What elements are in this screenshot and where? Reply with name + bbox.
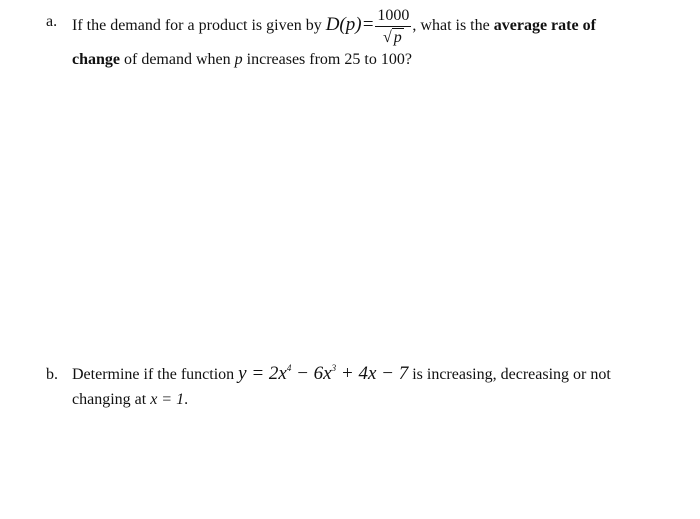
radicand: p xyxy=(393,29,402,46)
problem-a-line2-end: increases from 25 to 100? xyxy=(246,51,412,68)
problem-b-line2-text: changing at xyxy=(72,391,147,408)
problem-a-line-2 xyxy=(72,51,412,69)
problem-b-line2-end: . xyxy=(184,391,189,408)
exponent-2: 3 xyxy=(331,363,337,373)
problem-a-text-after: , what is the xyxy=(412,17,490,35)
problem-a-line-1 xyxy=(72,6,596,47)
exponent-1: 4 xyxy=(286,363,292,373)
function-term-3: + 4x − 7 xyxy=(336,363,409,384)
problem-a-line2-text: of demand when xyxy=(124,51,231,68)
bold-phrase-1: average rate of xyxy=(493,17,596,35)
function-term-2: − 6x xyxy=(291,363,332,384)
problem-a-fraction xyxy=(375,7,411,48)
sqrt-icon: √ xyxy=(383,29,392,46)
problem-b-line-1 xyxy=(72,363,611,385)
problem-a-text: If the demand for a product is given by xyxy=(72,17,322,35)
problem-b-line-2 xyxy=(72,391,188,409)
fraction-denominator xyxy=(375,27,411,48)
problem-b-text-after: is increasing, decreasing or not xyxy=(412,366,611,383)
problem-b-text: Determine if the function xyxy=(72,366,235,383)
problem-a-marker: a. xyxy=(46,13,58,30)
problem-a-function-lhs: D(p)= xyxy=(325,14,375,36)
fraction-numerator: 1000 xyxy=(375,7,411,27)
bold-phrase-2: change xyxy=(72,51,120,68)
function-term-1: y = 2x xyxy=(238,363,287,384)
problem-b-marker: b. xyxy=(46,366,58,383)
variable-p: p xyxy=(234,51,243,68)
problem-b-function xyxy=(238,363,408,384)
condition: x = 1 xyxy=(150,391,185,408)
